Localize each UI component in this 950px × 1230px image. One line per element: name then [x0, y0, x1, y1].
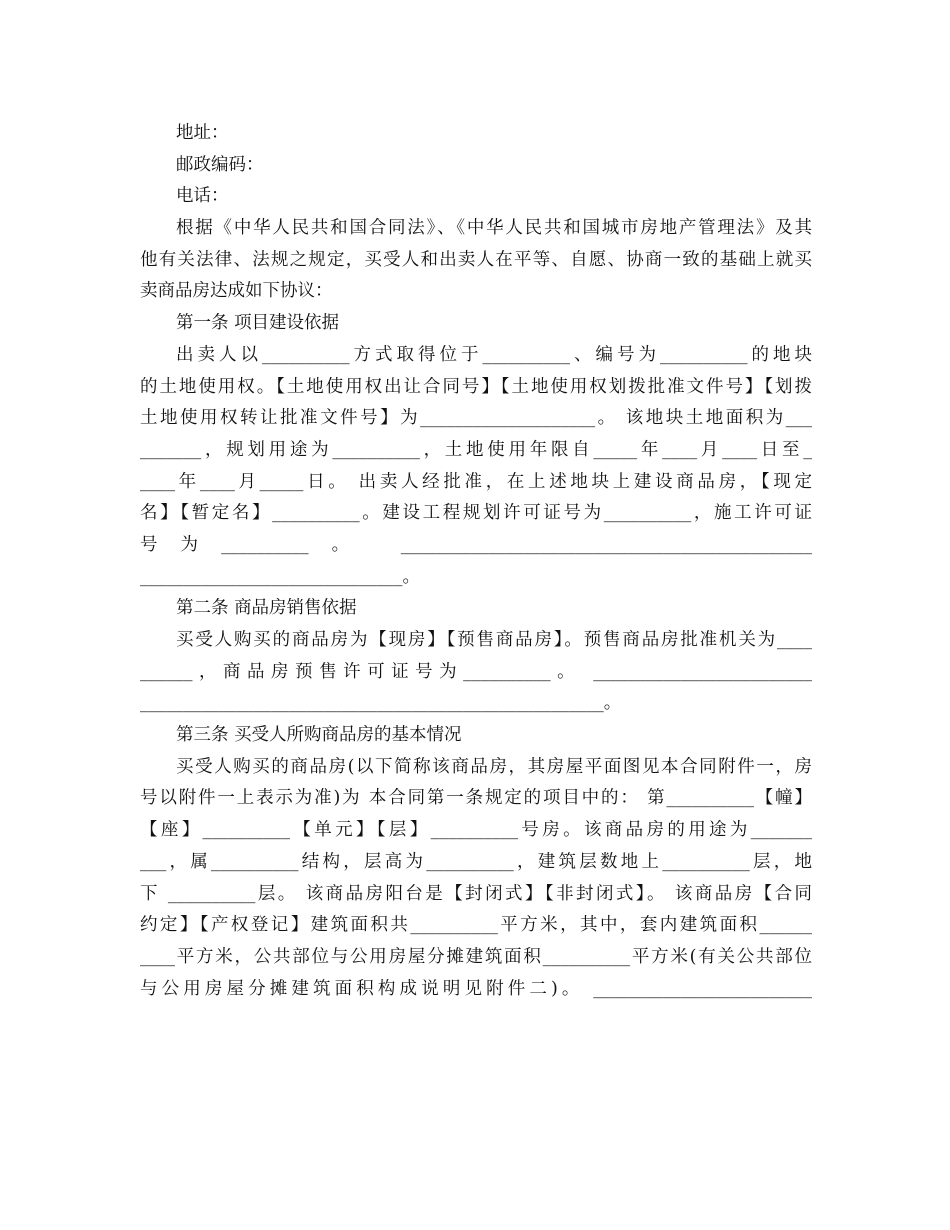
text-line: 下 __________层。 该商品房阳台是【封闭式】【非封闭式】。 该商品房【合同 [140, 883, 812, 904]
text-line: 与公用房屋分摊建筑面积构成说明见附件二)。 _________________________ [140, 978, 812, 999]
text-line: 他有关法律、法规之规定，买受人和出卖人在平等、自愿、协商一致的基础上就买 [140, 249, 812, 270]
contract-text-body [140, 118, 812, 1005]
text-line: 邮政编码： [176, 154, 264, 175]
text-line: 土地使用权转让批准文件号】为____________________。 该地块土地面积为___ [140, 408, 812, 429]
text-line: 买受人购买的商品房为【现房】【预售商品房】。预售商品房批准机关为____ [176, 630, 812, 650]
text-line: 号为__________。 _______________________________________________ [140, 534, 812, 555]
text-line: 名】【暂定名】__________。建设工程规划许可证号为__________，施工许可证 [140, 503, 812, 524]
text-line: _______，规划用途为__________，土地使用年限自_____年____月____日至_ [140, 439, 812, 460]
text-line: 第二条 商品房销售依据 [176, 598, 357, 619]
text-line: ___，属__________结构，层高为__________，建筑层数地上__________层，地 [140, 851, 812, 872]
text-line: 号以附件一上表示为准)为 本合同第一条规定的项目中的： 第__________【幢】 [140, 788, 812, 809]
text-line: 的土地使用权。【土地使用权出让合同号】【土地使用权划拨批准文件号】【划拨 [140, 376, 812, 397]
text-line: 电话： [176, 186, 229, 207]
text-line: 地址： [176, 123, 229, 143]
text-line: ______，商品房预售许可证号为__________。 _________________________ [140, 661, 812, 682]
contract-page [140, 118, 812, 1005]
text-line: 出卖人以__________方式取得位于__________、编号为__________的地块 [176, 344, 812, 365]
text-line: 第一条 项目建设依据 [176, 313, 340, 334]
text-line: 第三条 买受人所购商品房的基本情况 [176, 725, 462, 746]
text-line: ____年____月_____日。 出卖人经批准，在上述地块上建设商品房，【现定 [140, 471, 812, 492]
text-line: 根据《中华人民共和国合同法》、《中华人民共和国城市房地产管理法》及其 [176, 218, 812, 239]
text-line: ____平方米，公共部位与公用房屋分摊建筑面积__________平方米(有关公共部位 [140, 946, 812, 967]
text-line: 卖商品房达成如下协议： [140, 281, 333, 302]
text-line: 【座】__________【单元】【层】__________号房。该商品房的用途为_______ [140, 820, 812, 841]
text-line: 买受人购买的商品房(以下简称该商品房，其房屋平面图见本合同附件一，房 [176, 756, 812, 777]
text-line: ______________________________。 [140, 566, 420, 587]
text-line: _____________________________________________________。 [140, 693, 622, 714]
text-line: 约定】【产权登记】建筑面积共__________平方米，其中，套内建筑面积______ [140, 915, 812, 936]
